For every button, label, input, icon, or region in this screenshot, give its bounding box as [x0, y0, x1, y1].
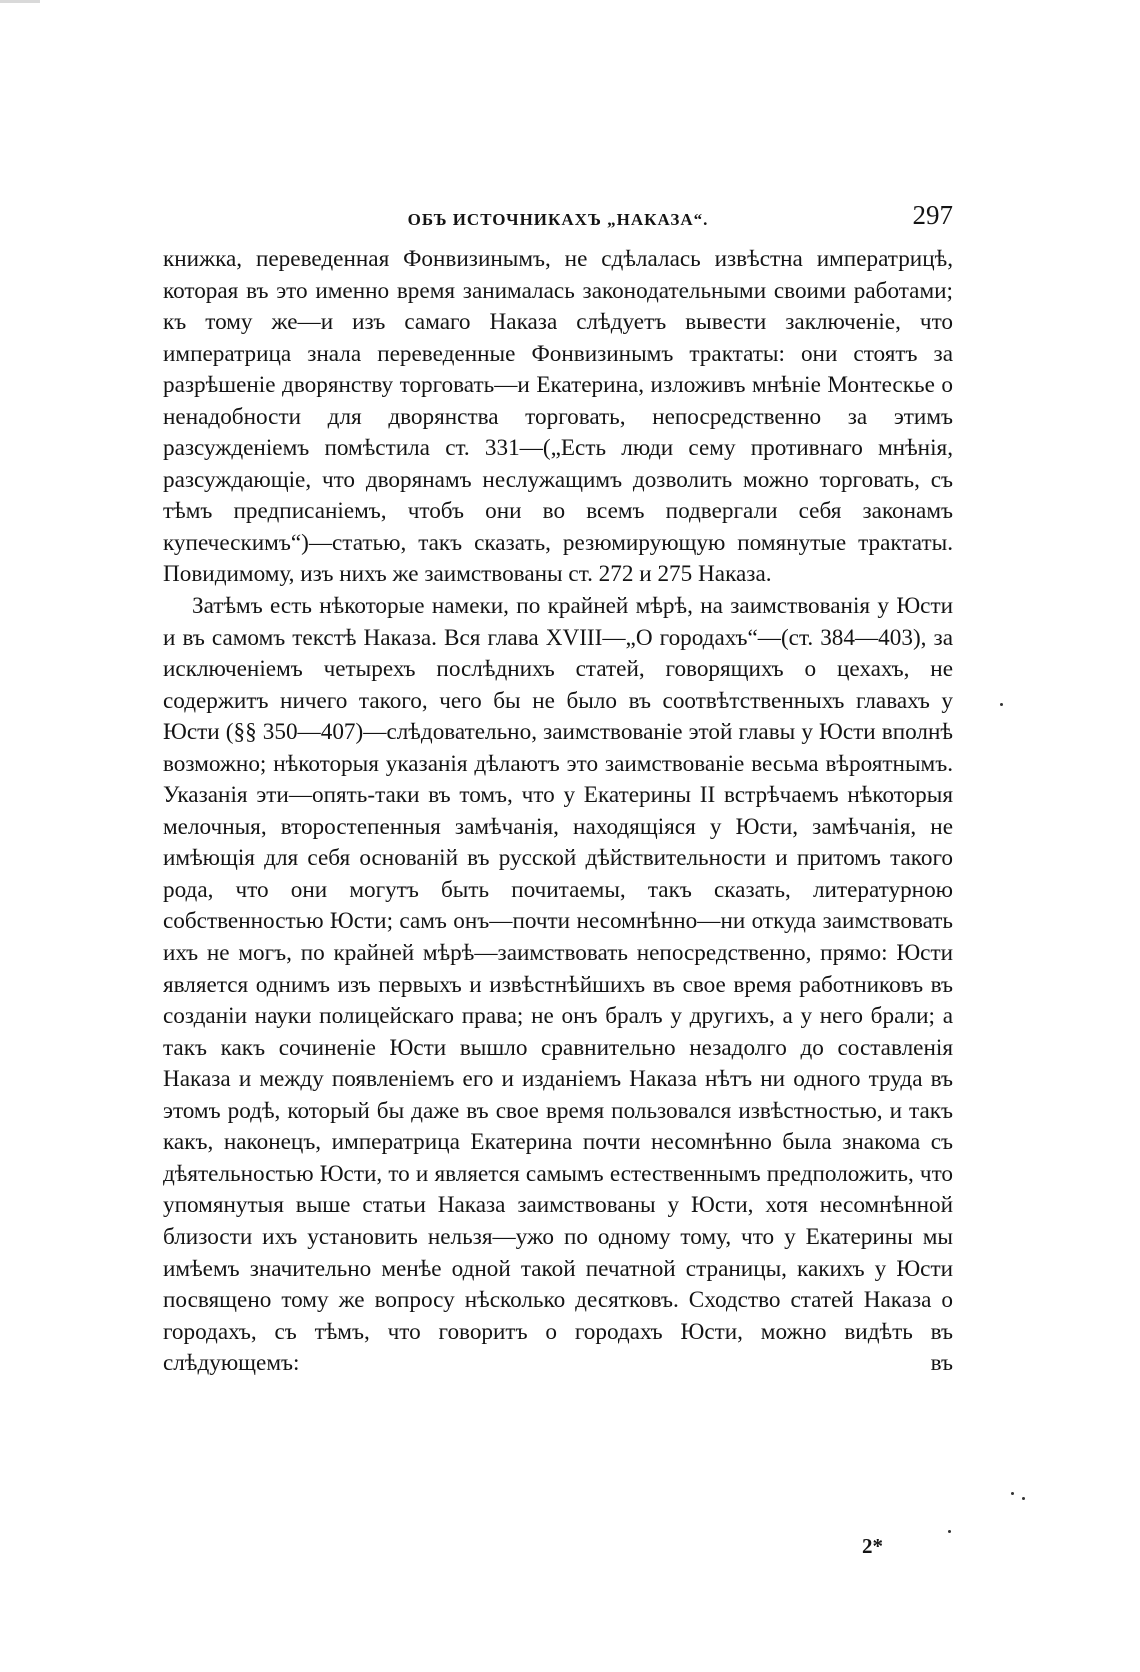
paragraph-zatem: Затѣмъ есть нѣкоторые намеки, по крайней мѣрѣ, на заимствованія у Юсти и въ самомъ текстѣ Наказа. Вся глава XVIII—„О городахъ“—(ст. 384—403), за исключеніемъ четырехъ послѣднихъ статей, говорящихъ о цехахъ, не содержитъ ничего такого, чего бы не было въ соотвѣтственныхъ главахъ у Юсти (§§ 350—407)—слѣдовательно, заимствованіе этой главы у Юсти вполнѣ возможно; нѣкоторыя указанія дѣлаютъ это заимствованіе весьма вѣроятнымъ. Указанія эти—опять-таки въ томъ, что у Екатерины II встрѣчаемъ нѣкоторыя мелочныя, второстепенныя замѣчанія, находящіяся у Юсти, замѣчанія, не имѣющія для себя основаній въ русской дѣйствительности и притомъ такого рода, что они могутъ быть почитаемы, такъ сказать, литературною собственностью Юсти; самъ онъ—почти несомнѣнно—ни откуда заимствовать ихъ не могъ, по крайней мѣрѣ—заимствовать непосредственно, прямо: Юсти является однимъ изъ первыхъ и извѣстнѣйшихъ въ свое время работниковъ въ созданіи науки полицейскаго права; не онъ бралъ у другихъ, а у него брали; а такъ какъ сочиненіе Юсти вышло сравнительно незадолго до составленія Наказа и между появленіемъ его и изданіемъ Наказа нѣтъ ни одного труда въ этомъ родѣ, который бы даже въ свое время пользовался извѣстностью, и такъ какъ, наконецъ, императрица Екатерина почти несомнѣнно была знакома съ дѣятельностью Юсти, то и является самымъ естественнымъ предположить, что упомянутыя выше статьи Наказа заимствованы у Юсти, хотя несомнѣнной близости ихъ установить нельзя—ужо по одному тому, что у Екатерины мы имѣемъ значительно менѣе одной такой печатной страницы, какихъ у Юсти посвящено тому же вопросу нѣсколько десятковъ. Сходство статей Наказа о городахъ, съ тѣмъ, что говоритъ о городахъ Юсти, можно видѣть въ слѣдующемъ: въ	[163, 593, 953, 1377]
scan-speck	[948, 1530, 951, 1533]
scan-edge-mark	[0, 0, 40, 3]
scan-speck	[1000, 703, 1003, 706]
running-title: ОБЪ ИСТОЧНИКАХЪ „НАКАЗА“.	[407, 210, 709, 229]
scan-speck	[1011, 1492, 1014, 1495]
book-page	[163, 200, 953, 1380]
paragraph-continued: книжка, переведенная Фонвизинымъ, не сдѣлалась извѣстна императрицѣ, которая въ это именно время занималась законодательными своими работами; къ тому же—и изъ самаго Наказа слѣдуетъ вывести заключеніе, что императрица знала переведенные Фонвизинымъ трактаты: они стоятъ за разрѣшеніе дворянству торговать—и Екатерина, изложивъ мнѣніе Монтескье о ненадобности для дворянства торговать, непосредственно за этимъ разсужденіемъ помѣстила ст. 331—(„Есть люди сему противнаго мнѣнія, разсуждающіе, что дворянамъ неслужащимъ дозволить можно торговать, съ тѣмъ предписаніемъ, чтобъ они во всемъ подвергали себя законамъ купеческимъ“)—статью, такъ сказать, резюмирующую помянутые трактаты. Повидимому, изъ нихъ же заимствованы ст. 272 и 275 Наказа.	[163, 246, 953, 588]
scan-speck	[1022, 1497, 1025, 1500]
body-text	[163, 244, 953, 1380]
page-header	[163, 200, 953, 244]
signature-mark: 2*	[862, 1534, 883, 1558]
page-number: 297	[912, 200, 953, 230]
